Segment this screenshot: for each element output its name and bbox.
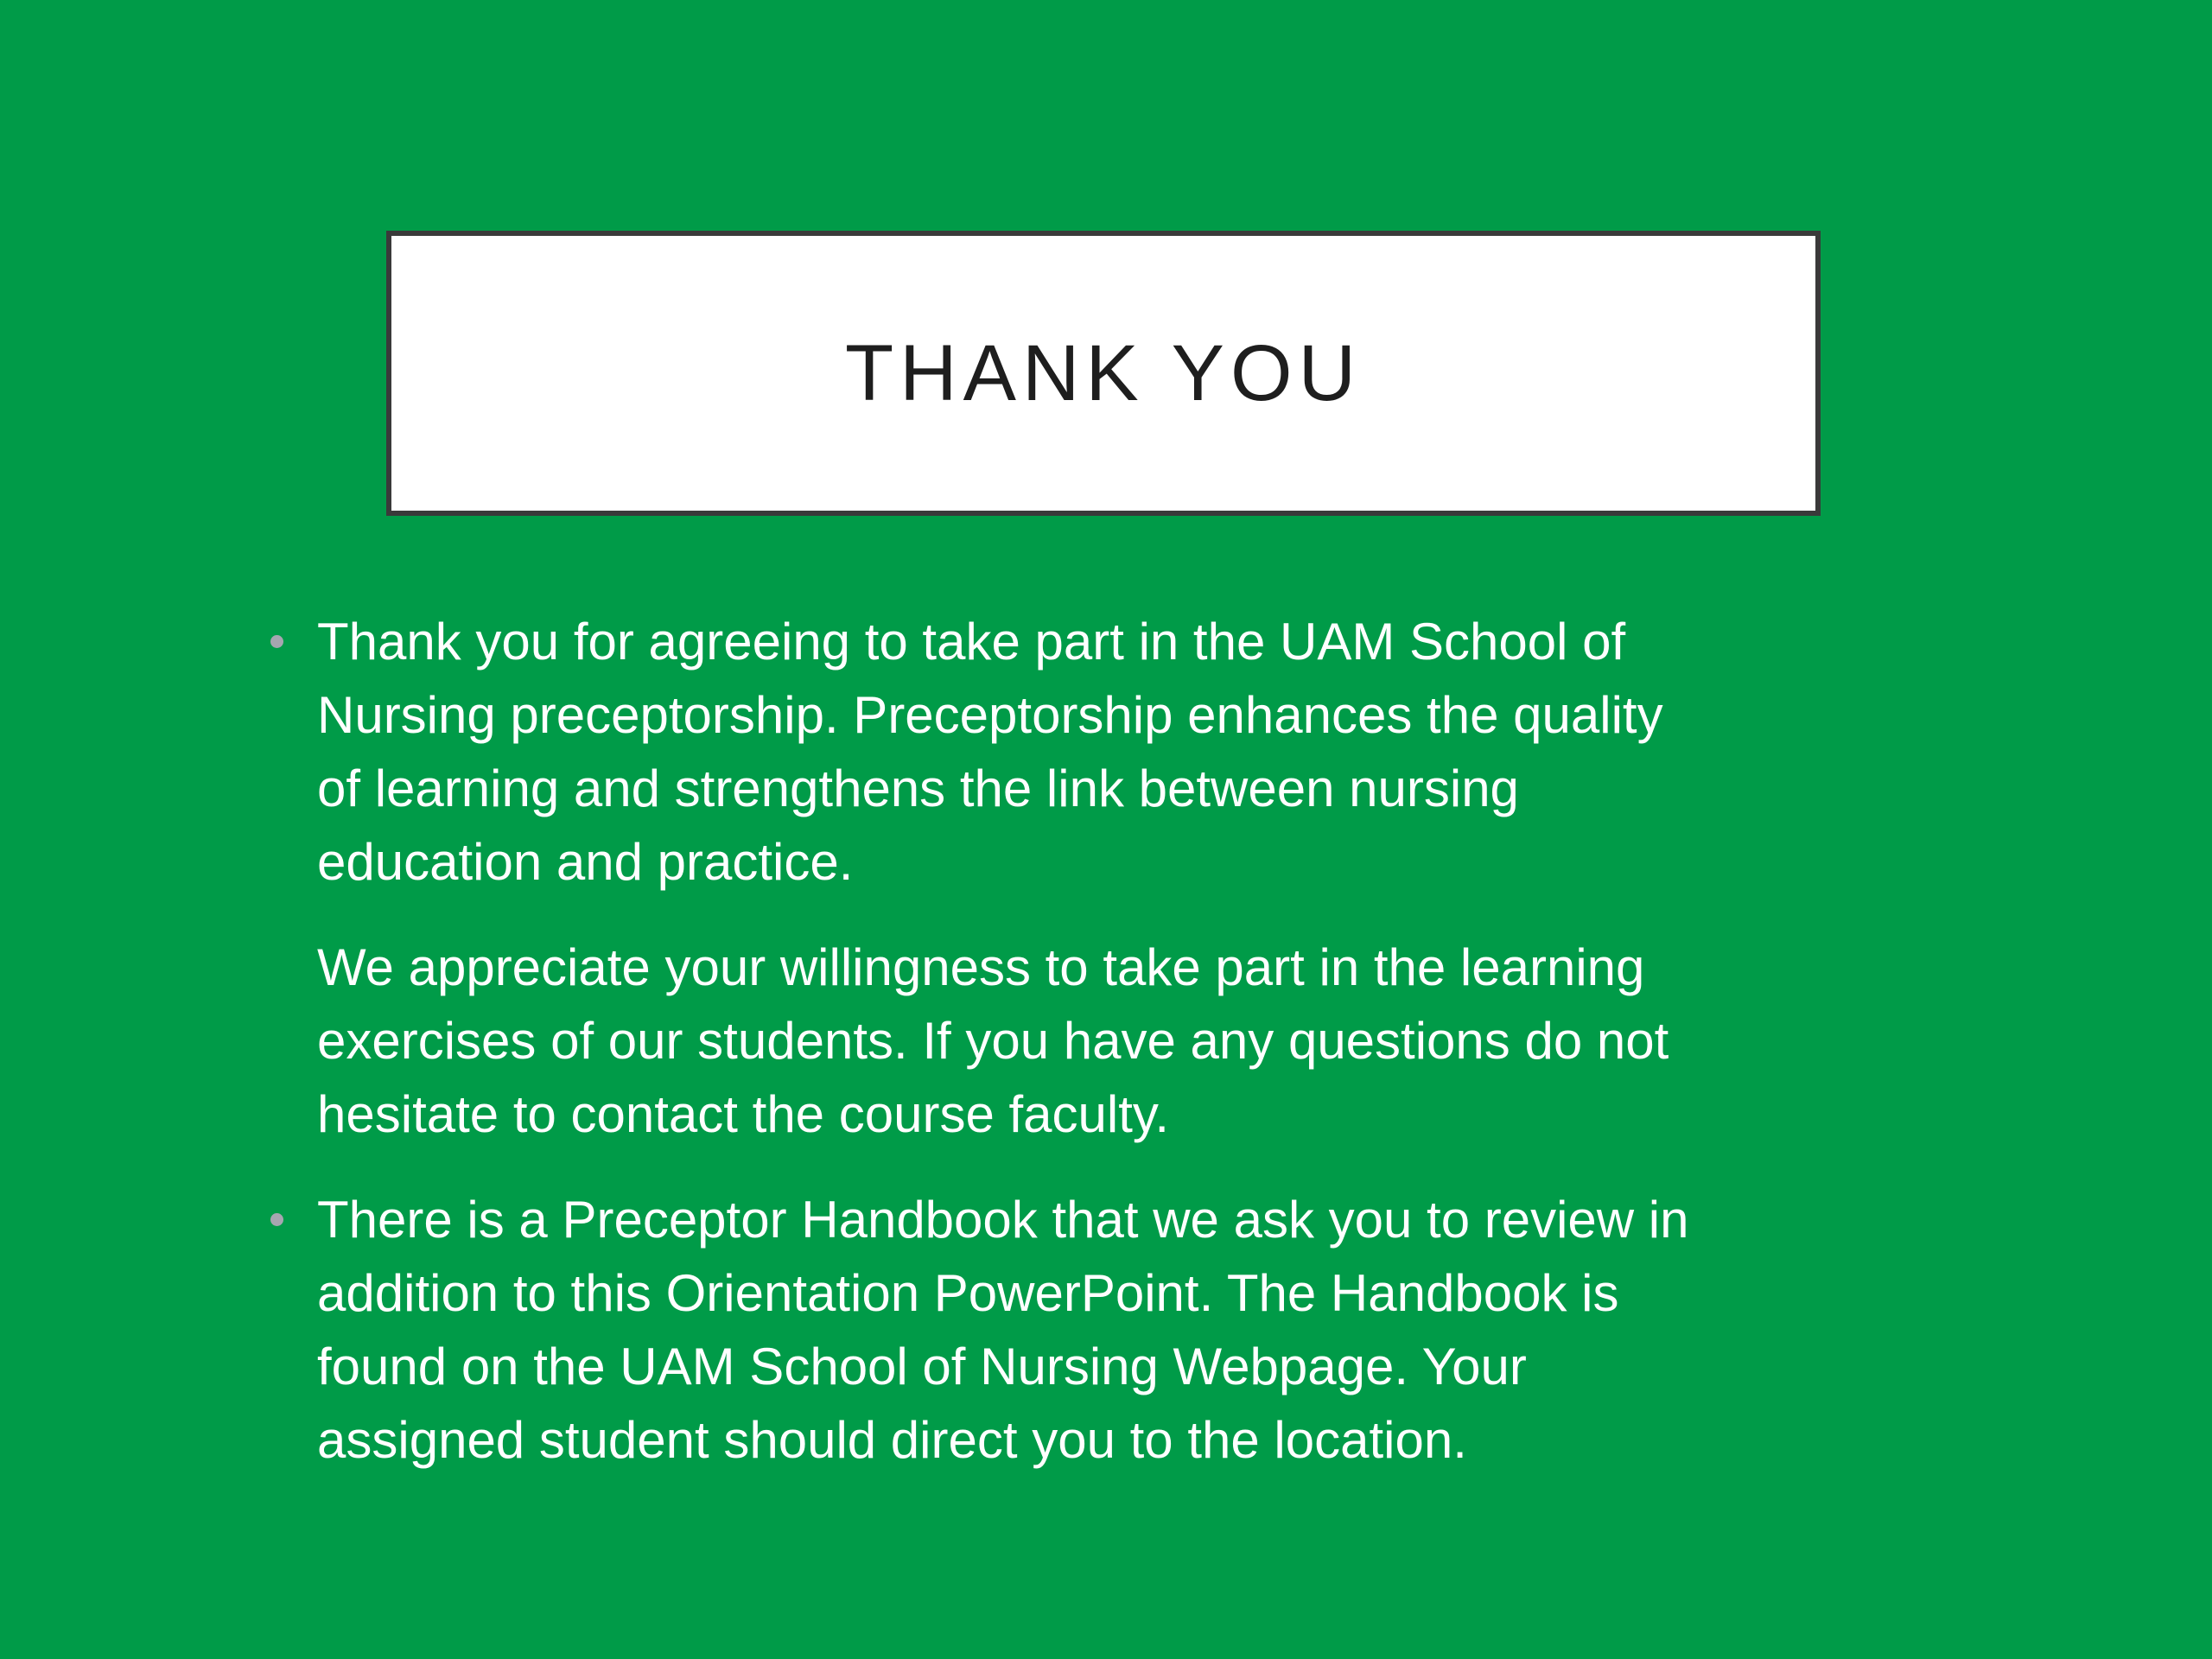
text-line: exercises of our students. If you have any questions do not (317, 1012, 1669, 1070)
text-line: education and practice. (317, 833, 854, 891)
text-line: Nursing preceptorship. Preceptorship enhances the quality (317, 686, 1663, 744)
text-line: addition to this Orientation PowerPoint. The Handbook is (317, 1264, 1619, 1322)
text-line: of learning and strengthens the link between nursing (317, 760, 1519, 817)
text-line: assigned student should direct you to the location. (317, 1411, 1467, 1469)
text-line: Thank you for agreeing to take part in the UAM School of (317, 613, 1626, 671)
bullet-icon (270, 1213, 283, 1226)
text-line: hesitate to contact the course faculty. (317, 1085, 1170, 1143)
bullet-paragraph-1 (317, 605, 1872, 899)
text-line: There is a Preceptor Handbook that we ask you to review in (317, 1191, 1689, 1249)
slide-title: THANK YOU (844, 328, 1363, 417)
bullet-icon (270, 635, 283, 648)
title-box (386, 231, 1821, 516)
text-line: found on the UAM School of Nursing Webpage. Your (317, 1338, 1527, 1395)
bullet-paragraph-3 (317, 1183, 1872, 1477)
slide-body (317, 605, 1872, 1509)
text-line: We appreciate your willingness to take part in the learning (317, 938, 1645, 996)
paragraph-2 (317, 931, 1872, 1151)
